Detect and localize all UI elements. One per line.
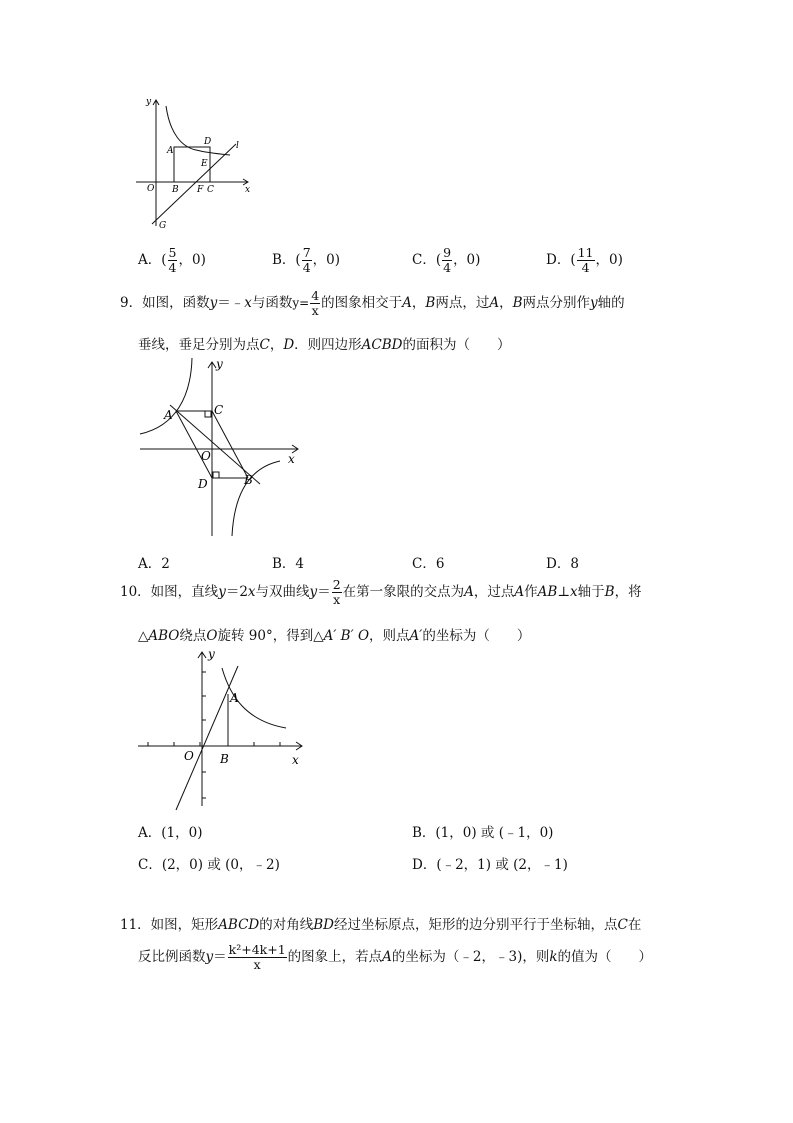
fig9-label-b: B <box>244 473 253 487</box>
fig8-label-g: G <box>159 221 167 231</box>
q8-option-a[interactable]: A．( $\frac{5}{4}$ ，0) <box>138 245 206 275</box>
q9-option-d[interactable]: D．8 <box>546 556 579 572</box>
fig9-label-c: C <box>214 403 224 417</box>
q11-stem-line2: 反比例函数y＝ $\frac{\text{k²+4k+1}}{x}$ 的图象上，若点A的坐标为（﹣2，﹣3)，则k的值为（ ） <box>138 942 653 972</box>
fig8-label-x: x <box>245 185 251 195</box>
fig8-label-o: O <box>147 184 155 194</box>
q10-option-a[interactable]: A．(1，0) <box>138 825 203 841</box>
q10-stem-line1: 10．如图，直线y＝2x与双曲线y＝ $\frac{2}{x}$ 在第一象限的交点为A，过点A作AB⊥x轴于B，将 <box>120 577 642 607</box>
fig8-label-l: l <box>236 141 239 151</box>
fig8-label-e: E <box>201 159 208 169</box>
fig8-label-a: A <box>167 146 174 156</box>
q11-fraction: $\frac{\text{k²+4k+1}}{x}$ <box>228 942 286 972</box>
q9-stem-line1: 9．如图，函数y＝﹣x与函数y= $\frac{4}{x}$ 的图象相交于A，B两点，过A，B两点分别作y轴的 <box>120 288 625 318</box>
q10-option-c[interactable]: C．(2，0) 或 (0，﹣2) <box>138 857 280 873</box>
q9-option-b[interactable]: B．4 <box>272 556 305 572</box>
fig8-label-c: C <box>207 185 214 195</box>
figure-q10 <box>134 646 310 812</box>
fig8-label-f: F <box>197 185 204 195</box>
q8-option-d[interactable]: D．( $\frac{11}{4}$ ，0) <box>546 245 623 275</box>
fig8-label-d: D <box>204 137 212 147</box>
q9-option-c[interactable]: C．6 <box>412 556 445 572</box>
q8-option-b[interactable]: B．( $\frac{7}{4}$ ，0) <box>272 245 340 275</box>
q9-stem-line2: 垂线，垂足分别为点C，D．则四边形ACBD的面积为（ ） <box>138 337 511 353</box>
q8-option-c[interactable]: C．( $\frac{9}{4}$ ，0) <box>412 245 481 275</box>
q10-option-b[interactable]: B．(1，0) 或 (﹣1，0) <box>412 825 554 841</box>
q9-fraction: $\frac{4}{x}$ <box>311 288 320 318</box>
fig9-label-y: y <box>216 357 223 371</box>
q10-stem-line2: △ABO绕点O旋转 90°，得到△A′ B′ O，则点A′的坐标为（ ） <box>138 628 531 644</box>
figure-q9 <box>134 356 310 540</box>
fig10-label-y: y <box>208 647 215 661</box>
fig10-label-b: B <box>220 752 229 766</box>
fig8-label-y: y <box>146 97 152 107</box>
fig10-label-o: O <box>184 749 194 763</box>
fig9-label-x: x <box>288 452 295 466</box>
q10-fraction: $\frac{2}{x}$ <box>332 577 341 607</box>
fig8-label-b: B <box>172 185 179 195</box>
q11-stem-line1: 11．如图，矩形ABCD的对角线BD经过坐标原点，矩形的边分别平行于坐标轴，点C在 <box>120 917 642 933</box>
fig9-label-o: O <box>201 449 211 463</box>
q10-option-d[interactable]: D．(﹣2，1) 或 (2，﹣1) <box>412 857 568 873</box>
fig9-label-d: D <box>198 477 208 491</box>
q9-option-a[interactable]: A．2 <box>138 556 170 572</box>
fig10-label-x: x <box>292 753 299 767</box>
fig9-label-a: A <box>164 408 173 422</box>
fig10-label-a: A <box>230 691 239 705</box>
figure-q8 <box>130 92 260 234</box>
